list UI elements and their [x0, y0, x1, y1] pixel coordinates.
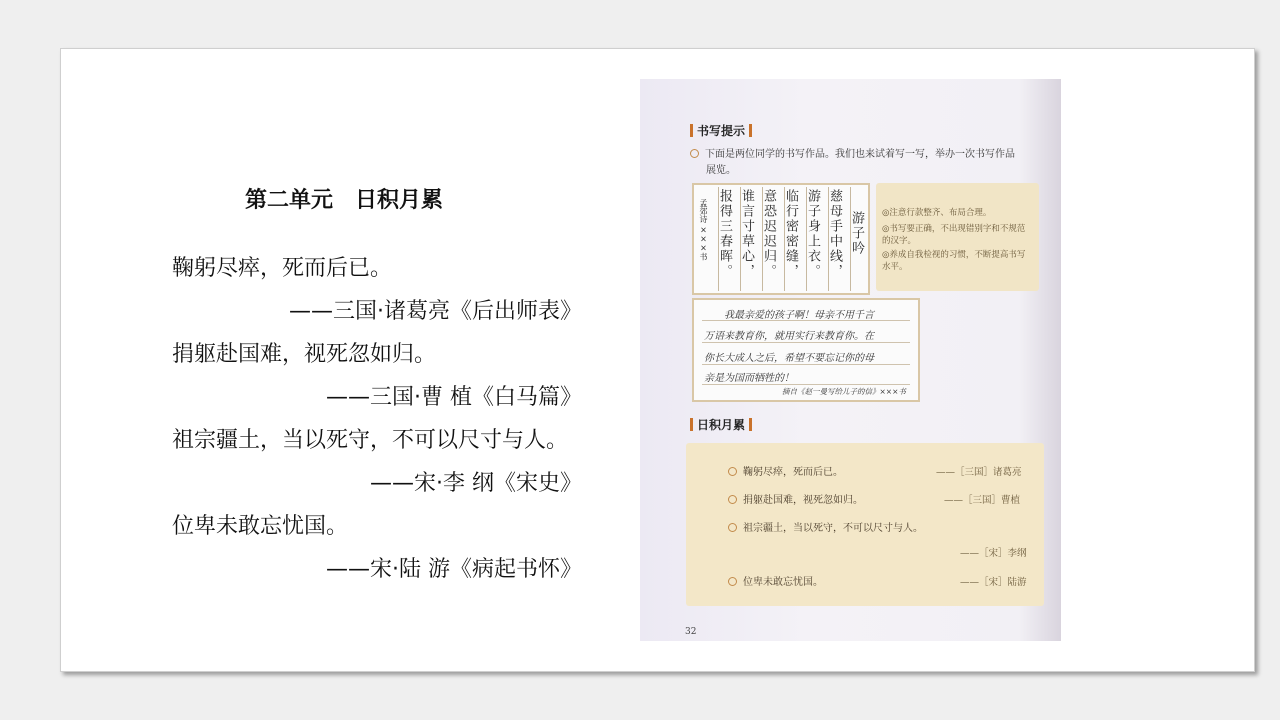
heading-accent-bar: [749, 124, 752, 137]
poem-col-3: 临行密密缝，: [783, 189, 798, 279]
writing-tips-heading-text: 书写提示: [697, 124, 746, 138]
calligraphy-poem-sample: [692, 183, 870, 295]
bullet-icon: [728, 523, 737, 532]
poem-signature: 孟郊诗 ×××书: [699, 199, 708, 261]
poem-col-4: 意恐迟迟归。: [761, 189, 776, 279]
heading-accent-bar: [690, 418, 693, 431]
letter-line-2: 万语来教育你，就用实行来教育你。在: [704, 331, 874, 342]
letter-signature: 摘自《赵一曼写给儿子的信》×××书: [782, 387, 906, 396]
intro-line-1: 下面是两位同学的书写作品。我们也来试着写一写，举办一次书写作品: [705, 149, 1015, 160]
book-quote-source-1: ——［三国］诸葛亮: [936, 467, 1022, 478]
accumulate-quotes-box: [686, 443, 1044, 606]
heading-accent-bar: [690, 124, 693, 137]
book-quote-4: 位卑未敢忘忧国。: [728, 573, 823, 588]
accumulate-heading: [686, 416, 756, 433]
poem-col-1: 慈母手中线，: [827, 189, 842, 279]
bullet-icon: [690, 149, 699, 158]
poem-col-2: 游子身上衣。: [805, 189, 820, 279]
book-quote-1: 鞠躬尽瘁，死而后已。: [728, 463, 843, 478]
letter-line-4: 亲是为国而牺牲的！: [704, 373, 794, 384]
letter-line-1: 我最亲爱的孩子啊！母亲不用千言: [724, 310, 874, 321]
accumulate-heading-text: 日积月累: [697, 418, 746, 432]
quote-line-3: 祖宗疆土，当以死守，不可以尺寸与人。: [172, 428, 569, 453]
quote-source-2: ——三国·曹 植《白马篇》: [326, 385, 582, 410]
quote-line-4: 位卑未敢忘忧国。: [172, 514, 349, 539]
book-quote-3: 祖宗疆土，当以死守，不可以尺寸与人。: [728, 519, 923, 534]
quote-source-4: ——宋·陆 游《病起书怀》: [326, 557, 582, 582]
tip-3: ◎养成自我检视的习惯，不断提高书写水平。: [882, 250, 1026, 272]
page-number: 32: [685, 627, 697, 637]
quote-source-1: ——三国·诸葛亮《后出师表》: [289, 299, 582, 324]
letter-line-3: 你长大成人之后，希望不要忘记你的母: [704, 353, 874, 364]
quote-line-2: 捐躯赴国难，视死忽如归。: [172, 342, 437, 367]
poem-col-5: 谁言寸草心，: [739, 189, 754, 279]
tip-2: ◎书写要正确，不出现错别字和不规范的汉字。: [882, 224, 1026, 246]
poem-title: 游子吟: [849, 211, 864, 256]
textbook-page-image: [640, 79, 1061, 641]
writing-tips-heading: [686, 122, 756, 139]
book-quote-source-4: ——［宋］陆游: [960, 577, 1027, 588]
poem-col-6: 报得三春晖。: [717, 189, 732, 279]
quote-source-3: ——宋·李 纲《宋史》: [370, 471, 582, 496]
quote-line-1: 鞠躬尽瘁，死而后已。: [172, 256, 393, 281]
slide-title: 第二单元 日积月累: [245, 188, 444, 213]
bullet-icon: [728, 495, 737, 504]
book-quote-2: 捐躯赴国难，视死忽如归。: [728, 491, 863, 506]
heading-accent-bar: [749, 418, 752, 431]
bullet-icon: [728, 577, 737, 586]
book-quote-source-2: ——［三国］曹植: [944, 495, 1021, 506]
writing-tips-box: [876, 183, 1039, 291]
writing-intro: [690, 147, 1015, 163]
calligraphy-letter-sample: [692, 298, 920, 402]
tip-1: ◎注意行款整齐、布局合理。: [882, 208, 992, 218]
book-quote-source-3: ——［宋］李纲: [960, 548, 1027, 559]
bullet-icon: [728, 467, 737, 476]
intro-line-2: 展览。: [706, 165, 736, 176]
